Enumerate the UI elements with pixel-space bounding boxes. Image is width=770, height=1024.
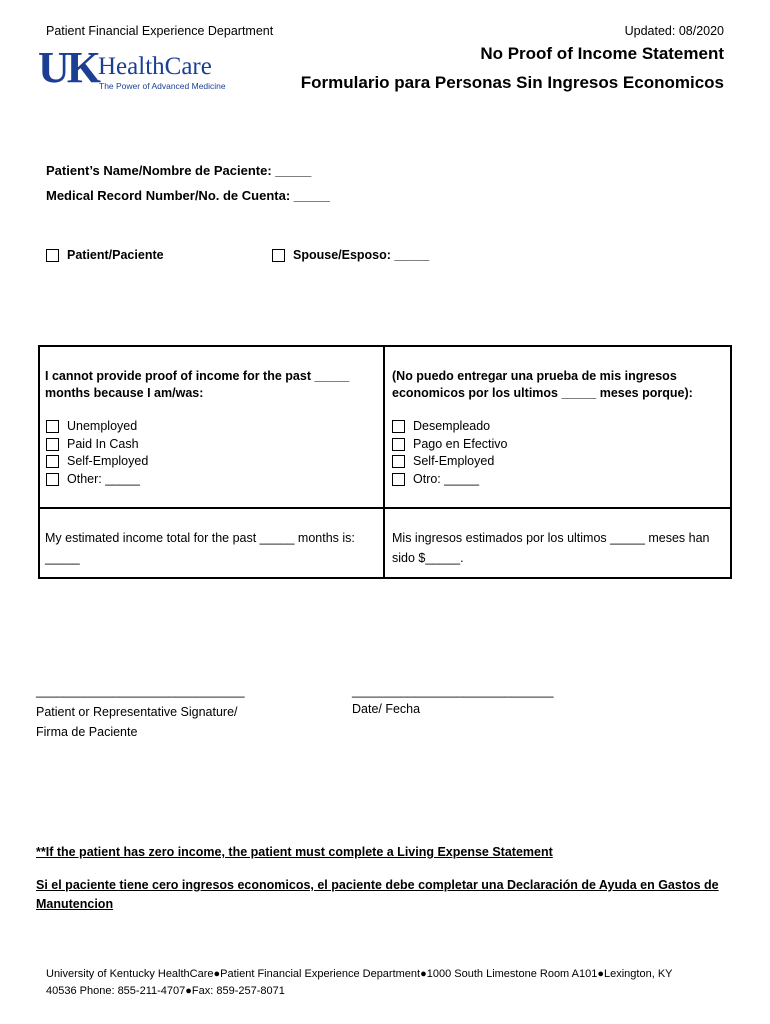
logo-healthcare-text: HealthCare xyxy=(98,53,212,80)
option-label: Unemployed xyxy=(67,419,138,433)
spanish-intro-line2: economicos por los ultimos _____ meses porque): xyxy=(392,386,693,400)
english-estimate xyxy=(45,528,380,568)
zero-income-note-english: **If the patient has zero income, the patient must complete a Living Expense Statement xyxy=(36,845,553,859)
form-title-english: No Proof of Income Statement xyxy=(480,44,724,63)
unemployed-checkbox[interactable] xyxy=(46,420,59,433)
option-label: Pago en Efectivo xyxy=(413,436,508,451)
spouse-checkbox[interactable] xyxy=(272,249,285,262)
paid-in-cash-checkbox[interactable] xyxy=(46,438,59,451)
option-label: Self-Employed xyxy=(67,454,149,468)
option-label: Otro: _____ xyxy=(413,471,480,486)
option-self-employed-es[interactable] xyxy=(392,453,508,471)
patient-checkbox[interactable] xyxy=(46,249,59,262)
logo-letters: UK xyxy=(38,44,98,92)
signature-label-line2: Firma de Paciente xyxy=(36,725,138,739)
option-otro[interactable] xyxy=(392,471,508,489)
spanish-intro xyxy=(392,368,727,402)
form-title-spanish: Formulario para Personas Sin Ingresos Economicos xyxy=(300,73,724,92)
zero-income-note-spanish: Si el paciente tiene cero ingresos economicos, el paciente debe completar una Declaración de Ayuda en Gastos de Manutencion xyxy=(36,878,719,911)
option-label: Desempleado xyxy=(413,419,491,433)
option-unemployed[interactable] xyxy=(46,418,148,436)
option-pago-en-efectivo[interactable] xyxy=(392,436,508,454)
spouse-checkbox-row[interactable] xyxy=(272,248,429,262)
english-estimate-line2: _____ xyxy=(45,551,80,565)
department-name: Patient Financial Experience Department xyxy=(46,24,274,38)
patient-checkbox-row[interactable] xyxy=(46,248,164,262)
other-checkbox[interactable] xyxy=(46,473,59,486)
patient-checkbox-label: Patient/Paciente xyxy=(67,248,164,262)
english-estimate-line1: My estimated income total for the past _____ months is: xyxy=(45,531,355,545)
updated-date: Updated: 08/2020 xyxy=(624,24,724,38)
footer-line1: University of Kentucky HealthCare●Patient Financial Experience Department●1000 South Limestone Room A101●Lexington, KY xyxy=(46,968,673,980)
spanish-intro-line1: (No puedo entregar una prueba de mis ingresos xyxy=(392,369,677,383)
pago-en-efectivo-checkbox[interactable] xyxy=(392,438,405,451)
option-paid-in-cash[interactable] xyxy=(46,436,148,454)
option-self-employed[interactable] xyxy=(46,453,148,471)
uk-healthcare-logo xyxy=(38,44,243,94)
table-divider-horizontal xyxy=(38,507,732,509)
spanish-estimate-line1: Mis ingresos estimados por los ultimos _____ meses han xyxy=(392,531,710,545)
date-label: Date/ Fecha xyxy=(352,702,421,716)
english-options xyxy=(46,418,148,488)
self-employed-checkbox[interactable] xyxy=(46,455,59,468)
desempleado-checkbox[interactable] xyxy=(392,420,405,433)
english-intro-line2: months because I am/was: xyxy=(45,386,204,400)
english-intro-line1: I cannot provide proof of income for the past _____ xyxy=(45,369,350,383)
date-line[interactable]: _____________________________ xyxy=(352,684,554,698)
footer-contact xyxy=(46,966,726,1000)
signature-label xyxy=(36,702,238,742)
spanish-estimate-line2: sido $_____. xyxy=(392,551,464,565)
signature-line[interactable]: ______________________________ xyxy=(36,684,245,698)
option-label: Other: _____ xyxy=(67,471,140,486)
otro-checkbox[interactable] xyxy=(392,473,405,486)
english-intro xyxy=(45,368,380,402)
option-other[interactable] xyxy=(46,471,148,489)
medical-record-number-field[interactable]: Medical Record Number/No. de Cuenta: _____ xyxy=(46,188,330,203)
patient-name-field[interactable]: Patient’s Name/Nombre de Paciente: _____ xyxy=(46,163,312,178)
spanish-options xyxy=(392,418,508,488)
option-label: Self-Employed xyxy=(413,454,495,468)
footer-line2: 40536 Phone: 855-211-4707●Fax: 859-257-8071 xyxy=(46,985,285,997)
signature-label-line1: Patient or Representative Signature/ xyxy=(36,705,238,719)
spanish-estimate xyxy=(392,528,727,568)
option-desempleado[interactable] xyxy=(392,418,508,436)
spouse-checkbox-label: Spouse/Esposo: _____ xyxy=(293,248,430,262)
logo-tagline: The Power of Advanced Medicine xyxy=(99,81,226,91)
option-label: Paid In Cash xyxy=(67,436,139,451)
table-divider-vertical xyxy=(383,345,385,579)
self-employed-es-checkbox[interactable] xyxy=(392,455,405,468)
